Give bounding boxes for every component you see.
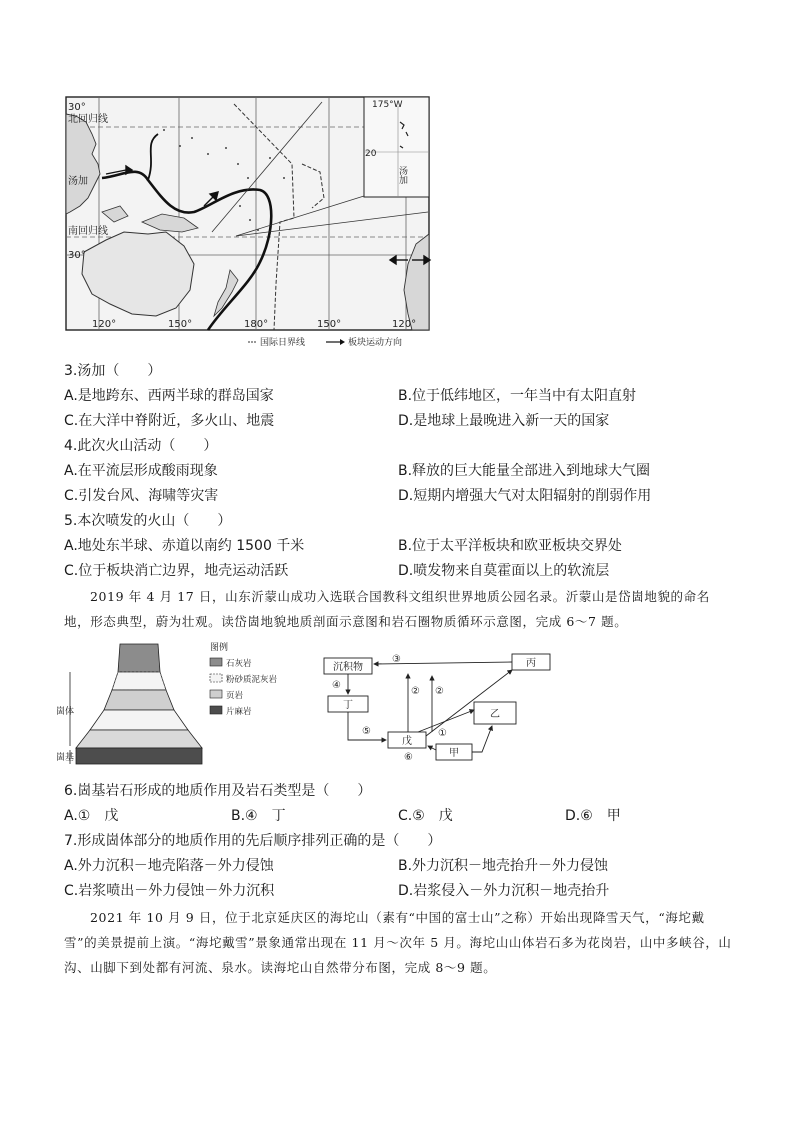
arrow-label-2b: ②	[435, 686, 444, 697]
arrow-label-4: ④	[332, 680, 341, 691]
tropic-n-label: 北回归线	[68, 114, 108, 125]
q3-option-d[interactable]: D.是地球上最晚进入新一天的国家	[398, 413, 610, 429]
inset-tonga: 汤加	[397, 166, 407, 184]
q3-option-a[interactable]: A.是地跨东、西两半球的群岛国家	[64, 388, 274, 404]
q4-option-a[interactable]: A.在平流层形成酸雨现象	[64, 463, 218, 479]
q6-option-c[interactable]: C.⑤ 戊	[398, 808, 453, 824]
q3-stem: 3.汤加（ ）	[64, 363, 162, 379]
q3-option-c[interactable]: C.在大洋中脊附近，多火山、地震	[64, 413, 275, 429]
arrow-label-1: ①	[438, 728, 447, 739]
lon-label-2: 150°	[168, 319, 193, 330]
q4-option-c[interactable]: C.引发台风、海啸等灾害	[64, 488, 219, 504]
label-base: 崮基	[56, 753, 75, 763]
q7-option-c[interactable]: C.岩浆喷出－外力侵蚀－外力沉积	[64, 883, 275, 899]
q5-option-d[interactable]: D.喷发物来自莫霍面以上的软流层	[398, 563, 610, 579]
lon-label-5: 120°	[392, 319, 417, 330]
legend-shale: 页岩	[226, 691, 244, 701]
q7-option-d[interactable]: D.岩浆侵入－外力沉积－地壳抬升	[398, 883, 610, 899]
rock-cycle-figure	[322, 650, 554, 762]
q6-stem: 6.崮基岩石形成的地质作用及岩石类型是（ ）	[64, 783, 372, 799]
legend-gneiss: 片麻岩	[226, 707, 252, 717]
arrow-label-3: ③	[392, 654, 401, 665]
q7-option-b[interactable]: B.外力沉积－地壳抬升－外力侵蚀	[398, 858, 609, 874]
legend-dateline-label: 国际日界线	[260, 338, 306, 348]
lon-label-1: 120°	[92, 319, 117, 330]
arrow-label-6: ⑥	[404, 752, 413, 763]
daigu-profile-figure	[56, 640, 278, 768]
inset-175w: 175°W	[372, 100, 403, 110]
q6-option-a[interactable]: A.① 戊	[64, 808, 119, 824]
tick-30n: 30°	[68, 102, 86, 113]
node-jia: 甲	[449, 748, 459, 759]
pacific-map	[62, 94, 434, 350]
q5-stem: 5.本次喷发的火山（ ）	[64, 513, 232, 529]
profile-legend-title: 图例	[210, 643, 229, 653]
q3-option-b[interactable]: B.位于低纬地区，一年当中有太阳直射	[398, 388, 637, 404]
arrow-label-2a: ②	[411, 686, 420, 697]
q4-option-d[interactable]: D.短期内增强大气对太阳辐射的削弱作用	[398, 488, 652, 504]
q5-option-a[interactable]: A.地处东半球、赤道以南约 1500 千米	[64, 538, 305, 554]
q5-option-b[interactable]: B.位于太平洋板块和欧亚板块交界处	[398, 538, 623, 554]
tropic-s-label: 南回归线	[68, 226, 108, 237]
tonga-label-left: 汤加	[68, 176, 88, 187]
node-bing: 丙	[526, 658, 536, 669]
legend-limestone: 石灰岩	[226, 659, 252, 669]
q5-option-c[interactable]: C.位于板块消亡边界，地壳运动活跃	[64, 563, 289, 579]
label-body: 崮体	[56, 707, 75, 717]
inset-20: 20	[365, 149, 377, 159]
node-ding: 丁	[343, 700, 353, 711]
lon-label-3: 180°	[244, 319, 269, 330]
tick-30s: 30°	[68, 250, 86, 261]
q7-stem: 7.形成崮体部分的地质作用的先后顺序排列正确的是（ ）	[64, 833, 442, 849]
intro-8-9: 2021 年 10 月 9 日，位于北京延庆区的海坨山（素有“中国的富士山”之称）开始出现降雪天气，“海坨戴雪”的美景提前上演。“海坨戴雪”景象通常出现在 11 月～次年 5 月。海坨山山体岩石多为花岗岩，山中多峡谷，山沟、山脚下到处都有河流、泉水。读海坨山自然带分布图，完成 8～9 题。	[64, 910, 732, 975]
arrow-label-5: ⑤	[362, 726, 371, 737]
node-wu: 戊	[402, 736, 412, 747]
q7-option-a[interactable]: A.外力沉积－地壳陷落－外力侵蚀	[64, 858, 274, 874]
legend-silty-marl: 粉砂质泥灰岩	[226, 675, 278, 685]
q4-stem: 4.此次火山活动（ ）	[64, 438, 218, 454]
node-yi: 乙	[490, 709, 500, 720]
q6-option-d[interactable]: D.⑥ 甲	[565, 808, 621, 824]
intro-6-7: 2019 年 4 月 17 日，山东沂蒙山成功入选联合国教科文组织世界地质公园名录。沂蒙山是岱崮地貌的命名地，形态典型，蔚为壮观。读岱崮地貌地质剖面示意图和岩石圈物质循环示意图，完成 6～7 题。	[64, 589, 710, 629]
q6-option-b[interactable]: B.④ 丁	[231, 808, 286, 824]
node-sediment: 沉积物	[333, 662, 363, 673]
legend-plate-label: 板块运动方向	[348, 338, 403, 348]
q4-option-b[interactable]: B.释放的巨大能量全部进入到地球大气圈	[398, 463, 651, 479]
lon-label-4: 150°	[317, 319, 342, 330]
